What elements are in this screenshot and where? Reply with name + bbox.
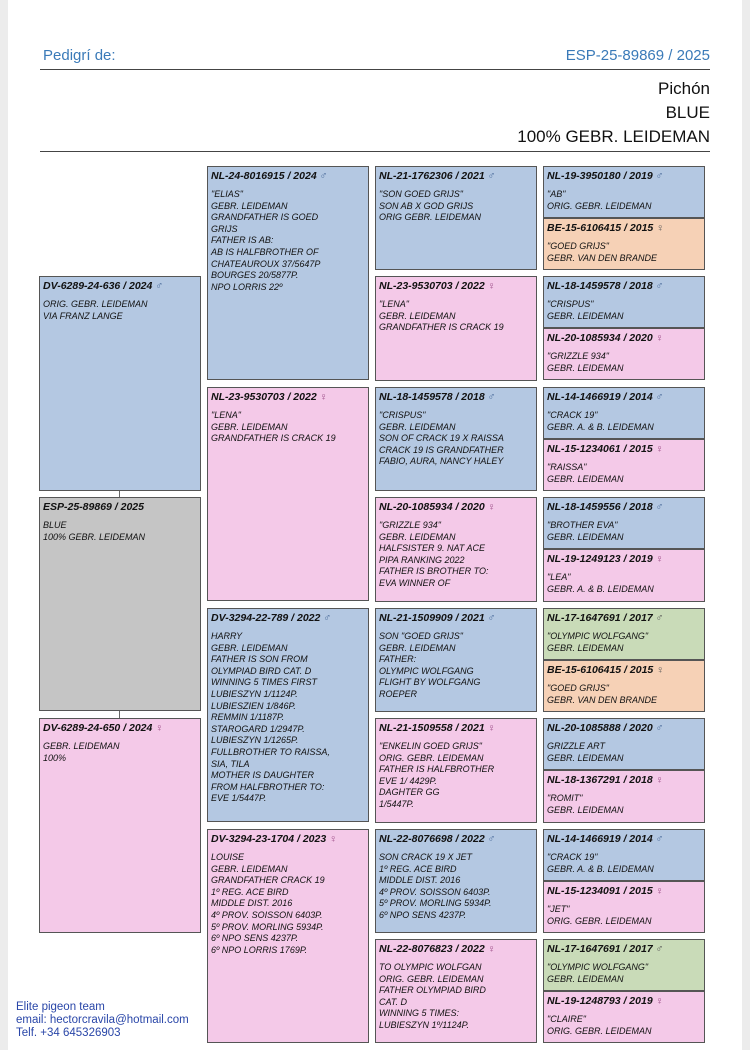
contact-footer	[16, 1001, 189, 1040]
bird-info-line: "GRIZZLE 934"	[379, 520, 441, 530]
bird-info-line: GEBR. LEIDEMAN	[547, 973, 624, 984]
female-icon: ♀	[319, 391, 328, 403]
female-icon: ♀	[155, 722, 164, 734]
bird-info-line: REMMIN 1/1187P.	[211, 712, 285, 723]
bird-info-line: LOUISE	[211, 852, 245, 862]
bird-info-line: GRANDFATHER IS GOED	[211, 212, 319, 223]
bird-info-line: GEBR. LEIDEMAN	[547, 362, 624, 373]
bird-card-dam-dam[interactable]	[207, 829, 369, 1043]
bird-card-subject[interactable]	[39, 497, 201, 711]
bird-ring: NL-21-1509909 / 2021 ♂	[379, 612, 496, 624]
bird-card-sire[interactable]	[39, 276, 201, 491]
bird-ring: NL-20-1085934 / 2020 ♀	[379, 501, 496, 513]
bird-info-line: "ELIAS"	[211, 189, 243, 199]
bird-info-line: 5º PROV. MORLING 5934P.	[379, 898, 492, 909]
bird-ring: NL-18-1459578 / 2018 ♂	[547, 280, 664, 292]
female-icon: ♀	[655, 774, 664, 786]
bird-info-line: ORIG. GEBR. LEIDEMAN	[379, 752, 484, 763]
bird-ring: NL-17-1647691 / 2017 ♂	[547, 612, 664, 624]
male-icon: ♂	[319, 170, 328, 182]
bird-info-line: GEBR. LEIDEMAN	[211, 863, 288, 874]
bird-card-g5-11[interactable]	[543, 718, 705, 770]
bird-card-g5-10[interactable]	[543, 660, 705, 712]
male-icon: ♂	[655, 280, 664, 292]
bird-info-line: ORIG. GEBR. LEIDEMAN	[547, 915, 652, 926]
bird-info-line: FATHER IS AB:	[211, 235, 274, 246]
male-icon: ♂	[655, 943, 664, 955]
female-icon: ♀	[487, 280, 496, 292]
category-label: Pichón	[658, 79, 710, 98]
bird-info-line: "CRACK 19"	[547, 852, 598, 862]
bird-card-g5-12[interactable]	[543, 770, 705, 823]
bird-info-line: GEBR. LEIDEMAN	[379, 642, 456, 653]
bird-info-line: CRACK 19 IS GRANDFATHER	[379, 444, 504, 455]
male-icon: ♂	[487, 612, 496, 624]
female-icon: ♀	[487, 501, 496, 513]
bird-ring: NL-14-1466919 / 2014 ♂	[547, 391, 664, 403]
bird-info-line: 1/5447P.	[379, 798, 414, 809]
bird-info-line: GEBR. LEIDEMAN	[379, 421, 456, 432]
bird-info-line: GEBR. LEIDEMAN	[547, 473, 624, 484]
bird-info-line: FATHER OLYMPIAD BIRD	[379, 985, 486, 996]
female-icon: ♀	[655, 885, 664, 897]
header-divider	[40, 69, 710, 70]
bird-card-dam-sire[interactable]	[207, 608, 369, 822]
bird-info-line: CAT. D	[379, 996, 408, 1007]
bird-info-line: LUBIESZYN 1/1265P.	[211, 735, 299, 746]
bird-info-line: WINNING 5 TIMES FIRST	[211, 677, 318, 688]
bird-info-line: TO OLYMPIC WOLFGAN	[379, 962, 482, 972]
bird-info-line: NPO LORRIS 22º	[211, 281, 283, 292]
bird-info-line: GEBR. LEIDEMAN	[547, 752, 624, 763]
bird-info-line: STAROGARD 1/2947P.	[211, 723, 305, 734]
female-icon: ♀	[655, 332, 664, 344]
male-icon: ♂	[323, 612, 332, 624]
bird-info-line: GEBR. LEIDEMAN	[547, 804, 624, 815]
bird-card-g5-8[interactable]	[543, 549, 705, 602]
bird-ring: BE-15-6106415 / 2015 ♀	[547, 222, 665, 234]
bird-card-g5-2[interactable]	[543, 218, 705, 270]
bird-card-g5-5[interactable]	[543, 387, 705, 439]
bird-info-line: GEBR. A. & B. LEIDEMAN	[547, 421, 654, 432]
bird-info-line: DAGHTER GG	[379, 787, 440, 798]
header-ring-number: ESP-25-89869 / 2025	[565, 47, 710, 64]
bird-info-line: GEBR. A. & B. LEIDEMAN	[547, 583, 654, 594]
bird-ring: NL-21-1509558 / 2021 ♀	[379, 722, 496, 734]
bird-info-line: GRANDFATHER IS CRACK 19	[379, 322, 504, 333]
bird-ring: NL-23-9530703 / 2022 ♀	[211, 391, 328, 403]
bird-info-line: 6º NPO SENS 4237P.	[379, 909, 467, 920]
contact-phone[interactable]: Telf. +34 645326903	[16, 1027, 121, 1039]
bird-info-line: GEBR. VAN DEN BRANDE	[547, 694, 658, 705]
bird-info-line: HARRY	[211, 631, 243, 641]
bird-info-line: GEBR. LEIDEMAN	[547, 310, 624, 321]
team-name: Elite pigeon team	[16, 1001, 105, 1013]
female-icon: ♀	[655, 995, 664, 1007]
male-icon: ♂	[655, 391, 664, 403]
bird-info-line: "LENA"	[379, 299, 409, 309]
bird-info-line: GEBR. LEIDEMAN	[43, 741, 120, 751]
bird-card-sire-sire[interactable]	[207, 166, 369, 380]
bird-info-line: GEBR. A. & B. LEIDEMAN	[547, 863, 654, 874]
bird-info-line: "GRIZZLE 934"	[547, 351, 609, 361]
bird-info-line: "LENA"	[211, 410, 241, 420]
bird-ring: NL-15-1234061 / 2015 ♀	[547, 443, 664, 455]
bird-info-line: EVE 1/ 4429P.	[379, 775, 437, 786]
bird-info-line: "OLYMPIC WOLFGANG"	[547, 631, 649, 641]
bird-info-line: MIDDLE DIST. 2016	[379, 875, 461, 886]
bird-info-line: "AB"	[547, 189, 566, 199]
bird-info-line: GRIJS	[211, 223, 238, 234]
bird-info-line: SON "GOED GRIJS"	[379, 631, 463, 641]
bird-info-line: GEBR. LEIDEMAN	[547, 531, 624, 542]
bird-info-line: 4º PROV. SOISSON 6403P.	[211, 909, 323, 920]
bird-info-line: "SON GOED GRIJS"	[379, 189, 463, 199]
bird-info-line: SIA, TILA	[211, 758, 250, 769]
bird-ring: NL-17-1647691 / 2017 ♂	[547, 943, 664, 955]
bird-ring: NL-22-8076698 / 2022 ♂	[379, 833, 496, 845]
bird-info-line: ORIG. GEBR. LEIDEMAN	[379, 973, 484, 984]
bird-info-line: MOTHER IS DAUGHTER	[211, 770, 315, 781]
female-icon: ♀	[329, 833, 338, 845]
bird-ring: DV-3294-22-789 / 2022 ♂	[211, 612, 332, 624]
bird-info-line: 1º REG. ACE BIRD	[211, 886, 289, 897]
bird-ring: ESP-25-89869 / 2025	[43, 501, 144, 513]
male-icon: ♂	[655, 833, 664, 845]
bird-info-line: 100%	[43, 752, 67, 763]
male-icon: ♂	[655, 170, 664, 182]
bird-ring: DV-6289-24-650 / 2024 ♀	[43, 722, 164, 734]
bird-card-g5-7[interactable]	[543, 497, 705, 549]
color-label: BLUE	[665, 103, 710, 122]
male-icon: ♂	[655, 612, 664, 624]
bird-card-dsd[interactable]	[375, 718, 537, 823]
bird-info-line: EVA WINNER OF	[379, 577, 451, 588]
bird-info-line: ORIG. GEBR. LEIDEMAN	[547, 200, 652, 211]
bird-info-line: GEBR. LEIDEMAN	[211, 642, 288, 653]
bird-ring: NL-18-1459556 / 2018 ♂	[547, 501, 664, 513]
bird-card-g5-13[interactable]	[543, 829, 705, 881]
bird-ring: NL-23-9530703 / 2022 ♀	[379, 280, 496, 292]
bird-ring: NL-15-1234091 / 2015 ♀	[547, 885, 664, 897]
bird-info-line: FATHER IS HALFBROTHER	[379, 764, 495, 775]
bird-info-line: ORIG GEBR. LEIDEMAN	[379, 212, 482, 223]
bird-info-line: GRIZZLE ART	[547, 741, 606, 751]
bird-info-line: 100% GEBR. LEIDEMAN	[43, 531, 146, 542]
bird-info-line: GRANDFATHER IS CRACK 19	[211, 433, 336, 444]
contact-email[interactable]: email: hectorcravila@hotmail.com	[16, 1014, 189, 1026]
bird-card-g5-16[interactable]	[543, 991, 705, 1043]
bird-info-line: 1º REG. ACE BIRD	[379, 863, 457, 874]
bird-info-line: ORIG. GEBR. LEIDEMAN	[547, 1025, 652, 1036]
bird-info-line: BOURGES 20/5877P.	[211, 270, 299, 281]
bird-ring: DV-3294-23-1704 / 2023 ♀	[211, 833, 338, 845]
bird-info-line: "GOED GRIJS"	[547, 241, 609, 251]
bird-ring: NL-19-1249123 / 2019 ♀	[547, 553, 664, 565]
bird-ring: NL-24-8016915 / 2024 ♂	[211, 170, 328, 182]
bird-ring: NL-18-1367291 / 2018 ♀	[547, 774, 664, 786]
bird-ring: NL-21-1762306 / 2021 ♂	[379, 170, 496, 182]
bird-ring: NL-20-1085934 / 2020 ♀	[547, 332, 664, 344]
bird-info-line: FLIGHT BY WOLFGANG	[379, 677, 481, 688]
bird-info-line: ROEPER	[379, 688, 418, 699]
bird-info-line: LUBIESZYN 1/1124P.	[211, 688, 298, 699]
male-icon: ♂	[155, 280, 164, 292]
bird-info-line: CHATEAUROUX 37/5647P	[211, 258, 321, 269]
male-icon: ♂	[655, 501, 664, 513]
bird-info-line: FROM HALFBROTHER TO:	[211, 781, 325, 792]
bird-info-line: GEBR. LEIDEMAN	[211, 421, 288, 432]
female-icon: ♀	[487, 722, 496, 734]
title-divider	[40, 151, 710, 152]
male-icon: ♂	[487, 170, 496, 182]
bird-card-g5-14[interactable]	[543, 881, 705, 933]
bird-card-sdd[interactable]	[375, 497, 537, 602]
bird-info-line: "LEA"	[547, 572, 571, 582]
female-icon: ♀	[655, 553, 664, 565]
bird-info-line: "JET"	[547, 904, 570, 914]
bird-info-line: OLYMPIC WOLFGANG	[379, 665, 474, 676]
bird-card-g5-4[interactable]	[543, 328, 705, 380]
bird-info-line: SON AB X GOD GRIJS	[379, 200, 474, 211]
bird-ring: NL-19-3950180 / 2019 ♂	[547, 170, 664, 182]
bird-info-line: PIPA RANKING 2022	[379, 554, 465, 565]
bird-info-line: "CRACK 19"	[547, 410, 598, 420]
breeder-label: 100% GEBR. LEIDEMAN	[517, 127, 710, 146]
male-icon: ♂	[655, 722, 664, 734]
bird-ring: NL-14-1466919 / 2014 ♂	[547, 833, 664, 845]
male-icon: ♂	[487, 833, 496, 845]
bird-card-sds[interactable]	[375, 387, 537, 491]
bird-info-line: GEBR. LEIDEMAN	[379, 310, 456, 321]
bird-card-g5-9[interactable]	[543, 608, 705, 660]
bird-info-line: FATHER IS SON FROM	[211, 654, 308, 665]
bird-info-line: 6º NPO SENS 4237P.	[211, 933, 299, 944]
bird-ring: BE-15-6106415 / 2015 ♀	[547, 664, 665, 676]
bird-card-dam[interactable]	[39, 718, 201, 933]
bird-info-line: LUBIESZYN 1º/1124P.	[379, 1019, 470, 1030]
male-icon: ♂	[487, 391, 496, 403]
bird-card-g5-3[interactable]	[543, 276, 705, 328]
bird-info-line: "ROMIT"	[547, 793, 583, 803]
bird-info-line: FULLBROTHER TO RAISSA,	[211, 746, 330, 757]
bird-info-line: "CRISPUS"	[379, 410, 426, 420]
bird-info-line: GEBR. VAN DEN BRANDE	[547, 252, 658, 263]
bird-ring: NL-19-1248793 / 2019 ♀	[547, 995, 664, 1007]
bird-info-line: SON OF CRACK 19 X RAISSA	[379, 433, 504, 444]
bird-info-line: "CRISPUS"	[547, 299, 594, 309]
bird-info-line: FABIO, AURA, NANCY HALEY	[379, 456, 504, 467]
bird-info-line: LUBIESZIEN 1/846P.	[211, 700, 296, 711]
bird-info-line: FATHER:	[379, 654, 417, 665]
bird-info-line: HALFSISTER 9. NAT ACE	[379, 543, 486, 554]
bird-info-line: SON CRACK 19 X JET	[379, 852, 473, 862]
pedigree-label: Pedigrí de:	[43, 47, 116, 64]
bird-info-line: EVE 1/5447P.	[211, 793, 267, 804]
bird-info-line: "CLAIRE"	[547, 1014, 586, 1024]
female-icon: ♀	[655, 443, 664, 455]
bird-ring: DV-6289-24-636 / 2024 ♂	[43, 280, 164, 292]
connector-subject-dam	[119, 711, 120, 718]
bird-ring: NL-20-1085888 / 2020 ♂	[547, 722, 664, 734]
bird-card-g5-1[interactable]	[543, 166, 705, 218]
female-icon: ♀	[656, 664, 665, 676]
bird-info-line: "GOED GRIJS"	[547, 683, 609, 693]
bird-info-line: "BROTHER EVA"	[547, 520, 618, 530]
bird-info-line: AB IS HALFBROTHER OF	[211, 246, 319, 257]
bird-info-line: ORIG. GEBR. LEIDEMAN	[43, 299, 148, 309]
bird-info-line: MIDDLE DIST. 2016	[211, 898, 293, 909]
bird-info-line: 4º PROV. SOISSON 6403P.	[379, 886, 491, 897]
bird-info-line: GEBR. LEIDEMAN	[211, 200, 288, 211]
bird-card-g5-15[interactable]	[543, 939, 705, 991]
bird-info-line: WINNING 5 TIMES:	[379, 1008, 460, 1019]
bird-card-ssd[interactable]	[375, 276, 537, 381]
bird-info-line: VIA FRANZ LANGE	[43, 310, 123, 321]
bird-info-line: BLUE	[43, 520, 67, 530]
bird-info-line: "RAISSA"	[547, 462, 587, 472]
bird-card-dss[interactable]	[375, 608, 537, 712]
bird-info-line: 6º NPO LORRIS 1769P.	[211, 944, 308, 955]
bird-info-line: "OLYMPIC WOLFGANG"	[547, 962, 649, 972]
female-icon: ♀	[487, 943, 496, 955]
bird-info-line: OLYMPIAD BIRD CAT. D	[211, 665, 312, 676]
bird-info-line: 5º PROV. MORLING 5934P.	[211, 921, 324, 932]
bird-card-sss[interactable]	[375, 166, 537, 270]
bird-card-dds[interactable]	[375, 829, 537, 933]
bird-info-line: "ENKELIN GOED GRIJS"	[379, 741, 482, 751]
bird-ring: NL-18-1459578 / 2018 ♂	[379, 391, 496, 403]
bird-info-line: GEBR. LEIDEMAN	[547, 642, 624, 653]
bird-info-line: GRANDFATHER CRACK 19	[211, 875, 325, 886]
bird-info-line: GEBR. LEIDEMAN	[379, 531, 456, 542]
bird-info-line: FATHER IS BROTHER TO:	[379, 566, 489, 577]
bird-card-ddd[interactable]	[375, 939, 537, 1043]
bird-ring: NL-22-8076823 / 2022 ♀	[379, 943, 496, 955]
female-icon: ♀	[656, 222, 665, 234]
bird-card-sire-dam[interactable]	[207, 387, 369, 601]
bird-card-g5-6[interactable]	[543, 439, 705, 491]
